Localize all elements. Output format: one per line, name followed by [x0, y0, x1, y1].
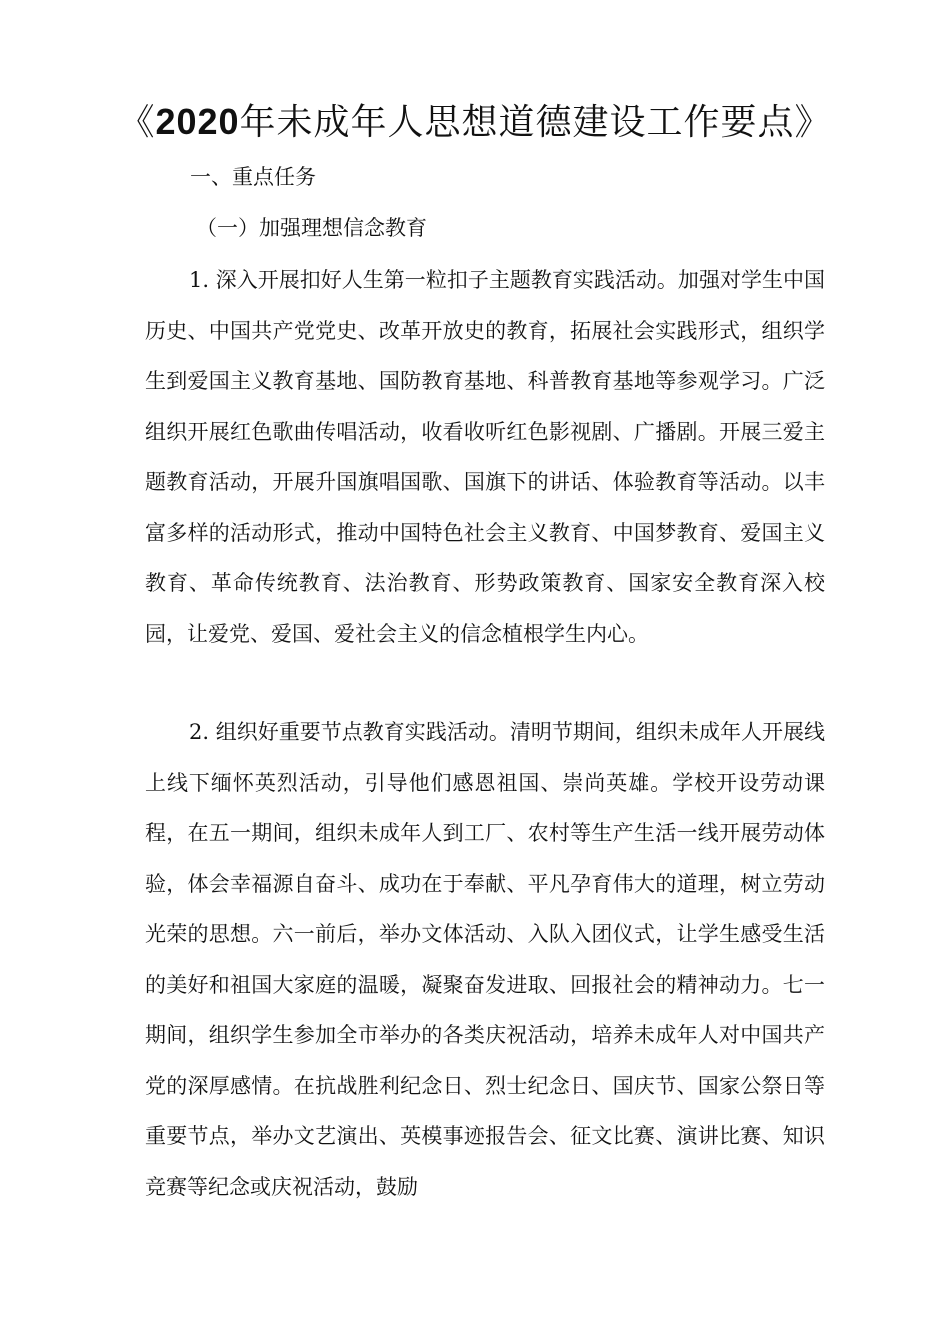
title-prefix: 《: [118, 102, 156, 143]
subsection-heading: （一）加强理想信念教育: [196, 216, 427, 240]
section-heading: 一、重点任务: [190, 165, 316, 189]
document-title: [0, 98, 950, 147]
title-suffix: 年未成年人思想道德建设工作要点》: [239, 102, 832, 143]
paragraph-1: 1. 深入开展扣好人生第一粒扣子主题教育实践活动。加强对学生中国历史、中国共产党党史、改革开放史的教育，拓展社会实践形式，组织学生到爱国主义教育基地、国防教育基地、科普教育基地等参观学习。广泛组织开展红色歌曲传唱活动，收看收听红色影视剧、广播剧。开展三爱主题教育活动，开展升国旗唱国歌、国旗下的讲话、体验教育等活动。以丰富多样的活动形式，推动中国特色社会主义教育、中国梦教育、爱国主义教育、革命传统教育、法治教育、形势政策教育、国家安全教育深入校园，让爱党、爱国、爱社会主义的信念植根学生内心。: [145, 268, 825, 646]
paragraph-2: 2. 组织好重要节点教育实践活动。清明节期间，组织未成年人开展线上线下缅怀英烈活动，引导他们感恩祖国、崇尚英雄。学校开设劳动课程，在五一期间，组织未成年人到工厂、农村等生产生活一线开展劳动体验，体会幸福源自奋斗、成功在于奉献、平凡孕育伟大的道理，树立劳动光荣的思想。六一前后，举办文体活动、入队入团仪式，让学生感受生活的美好和祖国大家庭的温暖，凝聚奋发进取、回报社会的精神动力。七一期间，组织学生参加全市举办的各类庆祝活动，培养未成年人对中国共产党的深厚感情。在抗战胜利纪念日、烈士纪念日、国庆节、国家公祭日等重要节点，举办文艺演出、英模事迹报告会、征文比赛、演讲比赛、知识竞赛等纪念或庆祝活动，鼓励: [145, 720, 825, 1199]
title-year: 2020: [155, 101, 240, 142]
